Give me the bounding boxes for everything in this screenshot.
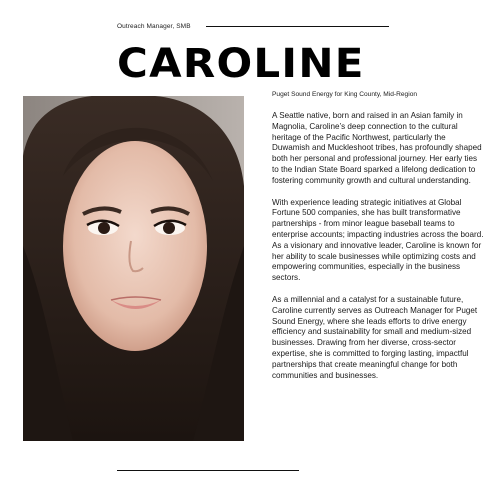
bio-paragraph: A Seattle native, born and raised in an Asian family in Magnolia, Caroline’s deep connection to the cultural heritage of the Pacific Northwest, particularly the Duwamish and Muckleshoot tribes, has profoundly shaped both her personal and professional journey. Her early ties to the Indian State Board sparked a lifelong dedication to fostering community growth and cultural understanding. bbox=[272, 111, 482, 185]
person-name: CAROLINE bbox=[117, 41, 365, 87]
bio-paragraph: With experience leading strategic initiatives at Global Fortune 500 companies, she has built transformative partnerships - from minor league baseball teams to enterprise accounts; impacting industries across the board. As a visionary and innovative leader, Caroline is known for her ability to scale businesses while optimizing costs and empowering communities, especially in the business sectors. bbox=[272, 197, 484, 283]
bio-text bbox=[272, 111, 484, 392]
kicker-title: Outreach Manager, SMB bbox=[117, 23, 191, 30]
kicker-divider bbox=[206, 26, 389, 27]
footer-divider bbox=[117, 470, 299, 471]
bio-paragraph: As a millennial and a catalyst for a sustainable future, Caroline currently serves as Outreach Manager for Puget Sound Energy, where she leads efforts to drive energy efficiency and sustainability for small and medium-sized businesses. Drawing from her diverse, cross-sector expertise, she is committed to forging lasting, impactful partnerships that create meaningful change for both communities and businesses. bbox=[272, 294, 478, 380]
portrait-photo bbox=[23, 96, 244, 441]
profile-subtitle: Puget Sound Energy for King County, Mid-Region bbox=[272, 91, 418, 98]
